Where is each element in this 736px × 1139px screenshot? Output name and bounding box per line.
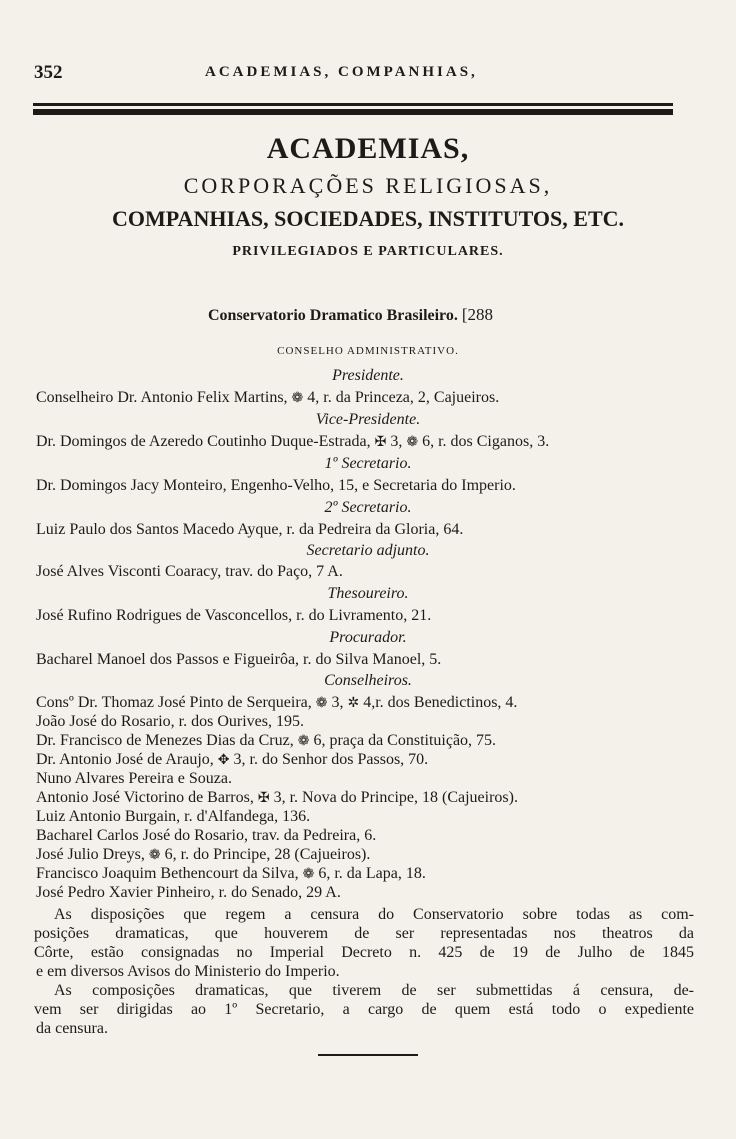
title-companhias: COMPANHIAS, SOCIEDADES, INSTITUTOS, ETC. [111, 206, 625, 231]
rose-icon: ❁ [297, 734, 310, 749]
role-presidente: Presidente. [332, 367, 404, 384]
entry-conselheiro-3: Dr. Francisco de Menezes Dias da Cruz, ❁ 6, praça da Constituição, 75. [36, 732, 497, 749]
entry-conselheiro-8: Bacharel Carlos José do Rosario, trav. da Pedreira, 6. [36, 827, 377, 844]
page-number: 352 [34, 62, 63, 83]
entry-procurador: Bacharel Manoel dos Passos e Figueirôa, r. do Silva Manoel, 5. [36, 651, 442, 668]
entry-conselheiro-4: Dr. Antonio José de Araujo, ✥ 3, r. do Senhor dos Passos, 70. [36, 751, 429, 768]
entry-conselheiro-1: Consº Dr. Thomaz José Pinto de Serqueira, ❁ 3, ✲ 4,r. dos Benedictinos, 4. [36, 694, 518, 711]
institution-number: [288 [461, 305, 494, 324]
rose-icon: ❁ [302, 867, 315, 882]
paragraph-2-line-1: As composições dramaticas, que tiverem de ser submettidas á censura, de- [54, 982, 694, 999]
end-rule [318, 1054, 418, 1056]
council-heading: CONSELHO ADMINISTRATIVO. [277, 345, 459, 357]
institution-name: Conservatorio Dramatico Brasileiro. [208, 307, 458, 324]
entry-conselheiro-5: Nuno Alvares Pereira e Souza. [36, 770, 232, 787]
rose-icon: ❁ [406, 435, 419, 450]
rose-icon: ❁ [148, 848, 161, 863]
entry-adjunto: José Alves Visconti Coaracy, trav. do Paço, 7 A. [36, 563, 343, 580]
role-vice: Vice-Presidente. [315, 411, 421, 428]
entry-sec1: Dr. Domingos Jacy Monteiro, Engenho-Velho, 15, e Secretaria do Imperio. [36, 477, 516, 494]
entry-presidente: Conselheiro Dr. Antonio Felix Martins, ❁ 4, r. da Princeza, 2, Cajueiros. [36, 389, 500, 406]
role-thesoureiro: Thesoureiro. [327, 585, 409, 602]
role-adjunto: Secretario adjunto. [306, 542, 430, 559]
entry-conselheiro-7: Luiz Antonio Burgain, r. d'Alfandega, 136. [36, 808, 311, 825]
entry-conselheiro-2: João José do Rosario, r. dos Ourives, 195. [36, 713, 304, 730]
rose-icon: ❁ [315, 696, 328, 711]
paragraph-1-line-1: As disposições que regem a censura do Conservatorio sobre todas as com- [54, 906, 694, 923]
christ-icon: ✥ [217, 753, 230, 768]
header-rule-thin [33, 103, 673, 106]
cross-icon: ✠ [257, 791, 270, 806]
cross-icon: ✠ [374, 435, 387, 450]
paragraph-1-line-2: posições dramaticas, que houverem de ser representadas nos theatros da [34, 925, 694, 942]
entry-conselheiro-10: Francisco Joaquim Bethencourt da Silva, ❁ 6, r. da Lapa, 18. [36, 865, 426, 882]
header-rule-thick [33, 109, 673, 115]
entry-conselheiro-11: José Pedro Xavier Pinheiro, r. do Senado, 29 A. [36, 884, 341, 901]
title-academias: ACADEMIAS, [266, 132, 470, 165]
entry-conselheiro-6: Antonio José Victorino de Barros, ✠ 3, r. Nova do Principe, 18 (Cajueiros). [36, 789, 518, 806]
running-head: ACADEMIAS, COMPANHIAS, [205, 64, 478, 80]
role-sec1: 1º Secretario. [324, 455, 412, 472]
paragraph-2-line-3: da censura. [36, 1020, 108, 1037]
entry-thesoureiro: José Rufino Rodrigues de Vasconcellos, r. do Livramento, 21. [36, 607, 432, 624]
entry-conselheiro-9: José Julio Dreys, ❁ 6, r. do Principe, 28 (Cajueiros). [36, 846, 371, 863]
rose-icon: ❁ [291, 391, 304, 406]
paragraph-1-line-3: Côrte, estão consignadas no Imperial Decreto n. 425 de 19 de Julho de 1845 [34, 944, 694, 961]
role-conselheiros: Conselheiros. [324, 672, 412, 689]
entry-sec2: Luiz Paulo dos Santos Macedo Ayque, r. da Pedreira da Gloria, 64. [36, 521, 464, 538]
title-corporacoes: CORPORAÇÕES RELIGIOSAS, [183, 173, 553, 198]
role-procurador: Procurador. [329, 629, 407, 646]
star-icon: ✲ [347, 696, 360, 711]
title-privilegiados: PRIVILEGIADOS E PARTICULARES. [232, 244, 504, 259]
paragraph-2-line-2: vem ser dirigidas ao 1º Secretario, a cargo de quem está todo o expediente [34, 1001, 694, 1018]
entry-vice: Dr. Domingos de Azeredo Coutinho Duque-Estrada, ✠ 3, ❁ 6, r. dos Ciganos, 3. [36, 433, 550, 450]
role-sec2: 2º Secretario. [324, 499, 412, 516]
institution-heading [208, 305, 493, 325]
paragraph-1-line-4: e em diversos Avisos do Ministerio do Imperio. [36, 963, 340, 980]
